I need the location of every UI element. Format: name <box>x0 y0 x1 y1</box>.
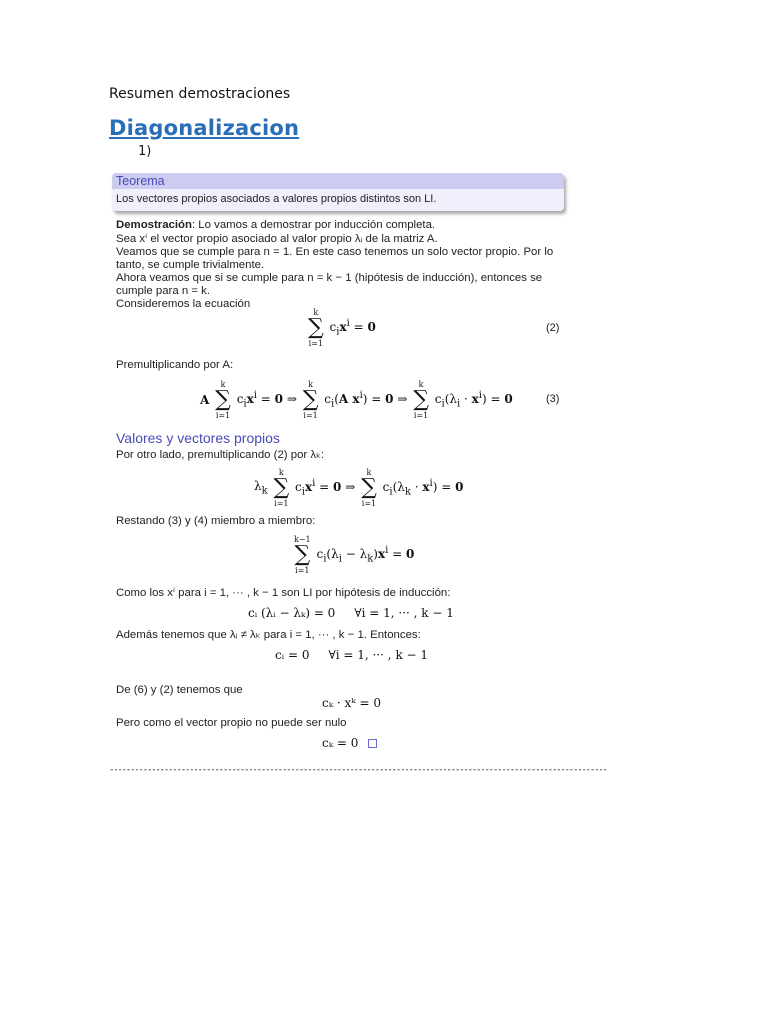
premult-line: Premultiplicando por A: <box>116 359 234 371</box>
proof-line-1 <box>116 219 435 232</box>
theorem-body: Los vectores propios asociados a valores propios distintos son LI. <box>116 193 437 205</box>
sum-symbol: k−1 ∑ i=1 <box>294 535 311 575</box>
sum-symbol: k ∑ i=1 <box>215 380 231 420</box>
sum-symbol: k ∑ i=1 <box>361 468 377 508</box>
list-number: 1) <box>138 144 152 159</box>
proof-label: Demostración <box>116 219 192 231</box>
sum-symbol: k ∑ i=1 <box>302 380 319 420</box>
theorem-box <box>112 173 564 211</box>
equation-3: A k ∑ i=1 $c_ix^i = 0$ ⇒ k ∑ i=1 $c_i(A$ $x^i) = 0$ ⇒ k ∑ i=1 $c_i(\lambda_i \cdot x^i) = 0$ <box>200 380 513 420</box>
equation-6: cᵢ (λᵢ − λₖ) = 0 ∀i = 1, ··· , k − 1 <box>248 606 454 620</box>
proof-line-3: Veamos que se cumple para n = 1. En este caso tenemos un solo vector propio. Por lo <box>116 246 554 258</box>
otro-lado-line: Por otro lado, premultiplicando (2) por λₖ: <box>116 449 325 461</box>
proof-line-7: Consideremos la ecuación <box>116 298 251 310</box>
equation-9-text: cₖ = 0 <box>322 736 359 750</box>
proof-line-4: tanto, se cumple trivialmente. <box>116 259 265 271</box>
equation-9 <box>322 736 377 750</box>
proof-line-5: Ahora veamos que si se cumple para n = k − 1 (hipótesis de inducción), entonces se <box>116 272 543 284</box>
equation-3-number: (3) <box>546 393 560 405</box>
separator-line: ---------------------------------------------------------------------------------------------------------------------- <box>109 765 607 775</box>
sum-symbol: k ∑ i=1 <box>273 468 290 508</box>
proof-line-2: Sea xⁱ el vector propio asociado al valor propio λᵢ de la matriz A. <box>116 233 438 245</box>
equation-5: k−1 ∑ i=1 $c_i(\lambda_i - \lambda_k)x^i = 0$ <box>294 535 415 575</box>
proof-line-1-text: : Lo vamos a demostrar por inducción completa. <box>191 219 436 231</box>
pero-line: Pero como el vector propio no puede ser nulo <box>116 717 347 729</box>
equation-8: cₖ · xᵏ = 0 <box>322 696 382 710</box>
equation-7: cᵢ = 0 ∀i = 1, ··· , k − 1 <box>275 648 429 662</box>
restando-line: Restando (3) y (4) miembro a miembro: <box>116 515 316 527</box>
equation-2: k ∑ i=1 $c_ix^i = 0$ <box>308 308 376 348</box>
document-heading: Diagonalizacion <box>109 116 300 140</box>
theorem-title: Teorema <box>112 173 564 189</box>
ademas-line: Además tenemos que λᵢ ≠ λₖ para i = 1, ··· , k − 1. Entonces: <box>116 629 421 641</box>
section-title: Valores y vectores propios <box>116 430 280 446</box>
sum-symbol: k ∑ i=1 <box>413 380 429 420</box>
page-header: Resumen demostraciones <box>109 86 291 102</box>
como-line: Como los xⁱ para i = 1, ··· , k − 1 son LI por hipótesis de inducción: <box>116 587 451 599</box>
proof-line-6: cumple para n = k. <box>116 285 211 297</box>
qed-square-icon <box>368 739 377 748</box>
equation-4: $\lambda_k$ k ∑ i=1 $c_ix^i = 0$ ⇒ k ∑ i=1 $c_i(\lambda_k \cdot x^i) = 0$ <box>254 468 464 508</box>
sum-symbol: k ∑ i=1 <box>308 308 324 348</box>
de6-line: De (6) y (2) tenemos que <box>116 684 243 696</box>
equation-2-number: (2) <box>546 322 560 334</box>
